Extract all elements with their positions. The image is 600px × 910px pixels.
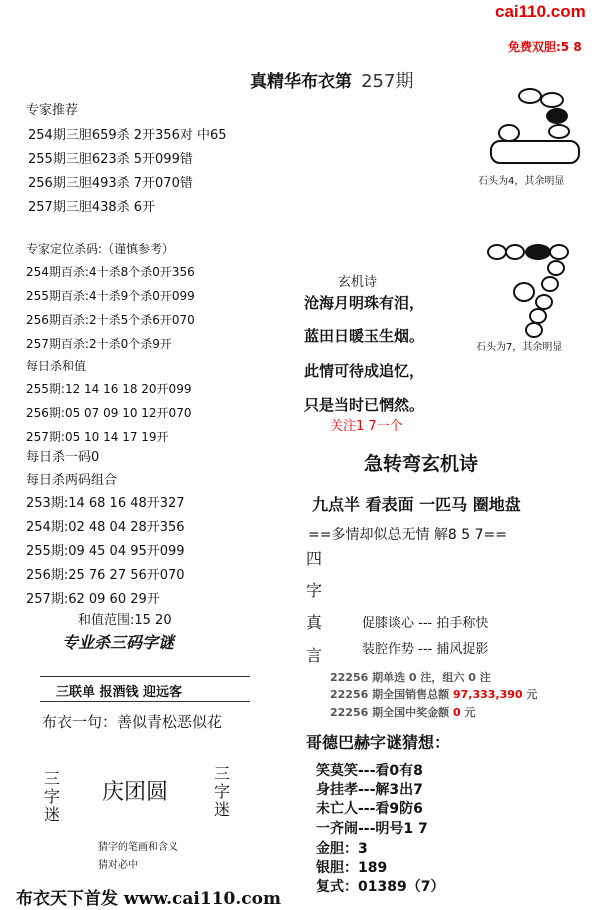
goedel-line-3: 未亡人---看9防6: [316, 801, 423, 817]
stone-picture-1: [488, 84, 580, 166]
lottery-line-2: [330, 686, 537, 702]
four-char-3: 真: [306, 613, 323, 632]
position-kill-line-2: 255期百杀:4十杀9个杀0开099: [26, 289, 195, 303]
goedel-line-2: 身挂孝---解3出7: [316, 782, 423, 798]
footer-text: 布衣天下首发 www.cai110.com: [16, 889, 281, 909]
stone: [518, 88, 542, 104]
poem-focus: 关注1 7一个: [330, 419, 403, 434]
kill-one: 每日杀一码0: [26, 450, 100, 465]
lottery-sales-amount: 97,333,390: [452, 688, 523, 701]
kill-two-line-3: 255期:09 45 04 95开099: [26, 544, 185, 559]
position-kill-heading: 专家定位杀码:（谨慎参考）: [26, 242, 175, 256]
stone-bar: [490, 140, 580, 164]
stone-dark: [546, 108, 568, 124]
poem-line-1: 沧海月明珠有泪，: [304, 294, 425, 312]
goedel-line-1: 笑莫笑---看0有8: [316, 763, 423, 779]
slogan: 三联单 报酒钱 迎远客: [56, 685, 183, 700]
riddle-side-label-left: 三字迷: [43, 769, 60, 824]
sum-range: 和值范围:15 20: [78, 613, 172, 628]
expert-line-2: 255期三胆623杀 5开099错: [28, 152, 193, 167]
stone: [525, 322, 543, 338]
position-kill-line-4: 257期百杀:2十杀0个杀9开: [26, 337, 172, 351]
kill-two-line-5: 257期:62 09 60 29开: [26, 592, 160, 607]
stone: [505, 244, 525, 260]
kill-two-heading: 每日杀两码组合: [26, 473, 118, 488]
lottery-sales-unit: 元: [526, 688, 538, 701]
goedel-heading: 哥德巴赫字谜猜想：: [306, 733, 451, 752]
poem-line-2: 蓝田日暖玉生烟。: [304, 327, 425, 345]
stone: [541, 276, 559, 292]
stone: [513, 282, 535, 302]
turn-heading: 急转弯玄机诗: [364, 453, 479, 475]
stone: [547, 260, 565, 276]
lottery-prize-unit: 元: [464, 706, 476, 719]
expert-line-4: 257期三胆438杀 6开: [28, 200, 156, 215]
page-title: [250, 67, 413, 93]
kill-two-line-4: 256期:25 76 27 56开070: [26, 568, 185, 583]
multi-pick: 复式：01389（7）: [316, 879, 445, 895]
turn-line-2: ==多情却似总无情 解8 5 7==: [308, 527, 507, 543]
goedel-line-4: 一齐闹---明号1 7: [316, 821, 428, 837]
stone: [549, 244, 569, 260]
riddle-note-1: 猜字的笔画和含义: [98, 842, 178, 853]
lottery-line-1: 22256 期单选 0 注，组六 0 注: [330, 671, 491, 684]
four-words-line-2: 装腔作势 --- 捕风捉影: [362, 642, 489, 657]
kill-sum-heading: 每日杀和值: [26, 359, 87, 373]
gold-pick: 金胆：3: [316, 841, 368, 857]
position-kill-line-3: 256期百杀:2十杀5个杀6开070: [26, 313, 195, 327]
stone-dark: [525, 244, 551, 260]
four-char-1: 四: [306, 549, 323, 568]
issue-number: 257期: [361, 71, 414, 92]
lottery-sales-label: 22256 期全国销售总额: [330, 688, 450, 701]
poem-line-3: 此情可待成追忆，: [304, 362, 425, 380]
lottery-prize-label: 22256 期全国中奖金额: [330, 706, 450, 719]
silver-pick: 银胆：189: [316, 860, 388, 876]
site-logo: cai110.com: [495, 2, 586, 21]
riddle-side-label-right: 三字迷: [213, 764, 230, 819]
lottery-line-3: [330, 704, 475, 720]
four-words-line-1: 促膝谈心 --- 拍手称快: [362, 616, 489, 631]
experts-heading: 专家推荐: [26, 103, 79, 118]
expert-line-1: 254期三胆659杀 2开356对 中65: [28, 128, 227, 143]
lottery-prize-amount: 0: [452, 706, 461, 719]
kill-sum-line-3: 257期:05 10 14 17 19开: [26, 430, 169, 444]
kill-sum-line-2: 256期:05 07 09 10 12开070: [26, 406, 192, 420]
stone-caption-1: 石头为4，其余明显: [478, 176, 565, 187]
expert-line-3: 256期三胆493杀 7开070错: [28, 176, 193, 191]
stone: [540, 92, 564, 108]
stone-picture-2: [485, 238, 577, 336]
free-pair: 免费双胆:5 8: [508, 40, 582, 54]
stone: [487, 244, 507, 260]
riddle-note-2: 猜对必中: [98, 860, 138, 871]
riddle-main: 庆团圆: [102, 780, 169, 805]
position-kill-line-1: 254期百杀:4十杀8个杀0开356: [26, 265, 195, 279]
poem-heading: 玄机诗: [338, 275, 378, 290]
stone: [548, 124, 570, 139]
poem-line-4: 只是当时已惘然。: [304, 396, 425, 414]
title-text: 真精华布衣第: [250, 72, 352, 92]
kill-two-line-1: 253期:14 68 16 48开327: [26, 496, 185, 511]
four-char-2: 字: [306, 581, 323, 600]
one-line: 布衣一句：善似青松恶似花: [42, 713, 223, 731]
stone-caption-2: 石头为7，其余明显: [476, 342, 563, 353]
pro-title: 专业杀三码字谜: [62, 633, 175, 652]
kill-two-line-2: 254期:02 48 04 28开356: [26, 520, 185, 535]
turn-line-1: 九点半 看表面 一匹马 圈地盘: [312, 495, 521, 514]
kill-sum-line-1: 255期:12 14 16 18 20开099: [26, 382, 192, 396]
four-char-4: 言: [306, 646, 323, 665]
